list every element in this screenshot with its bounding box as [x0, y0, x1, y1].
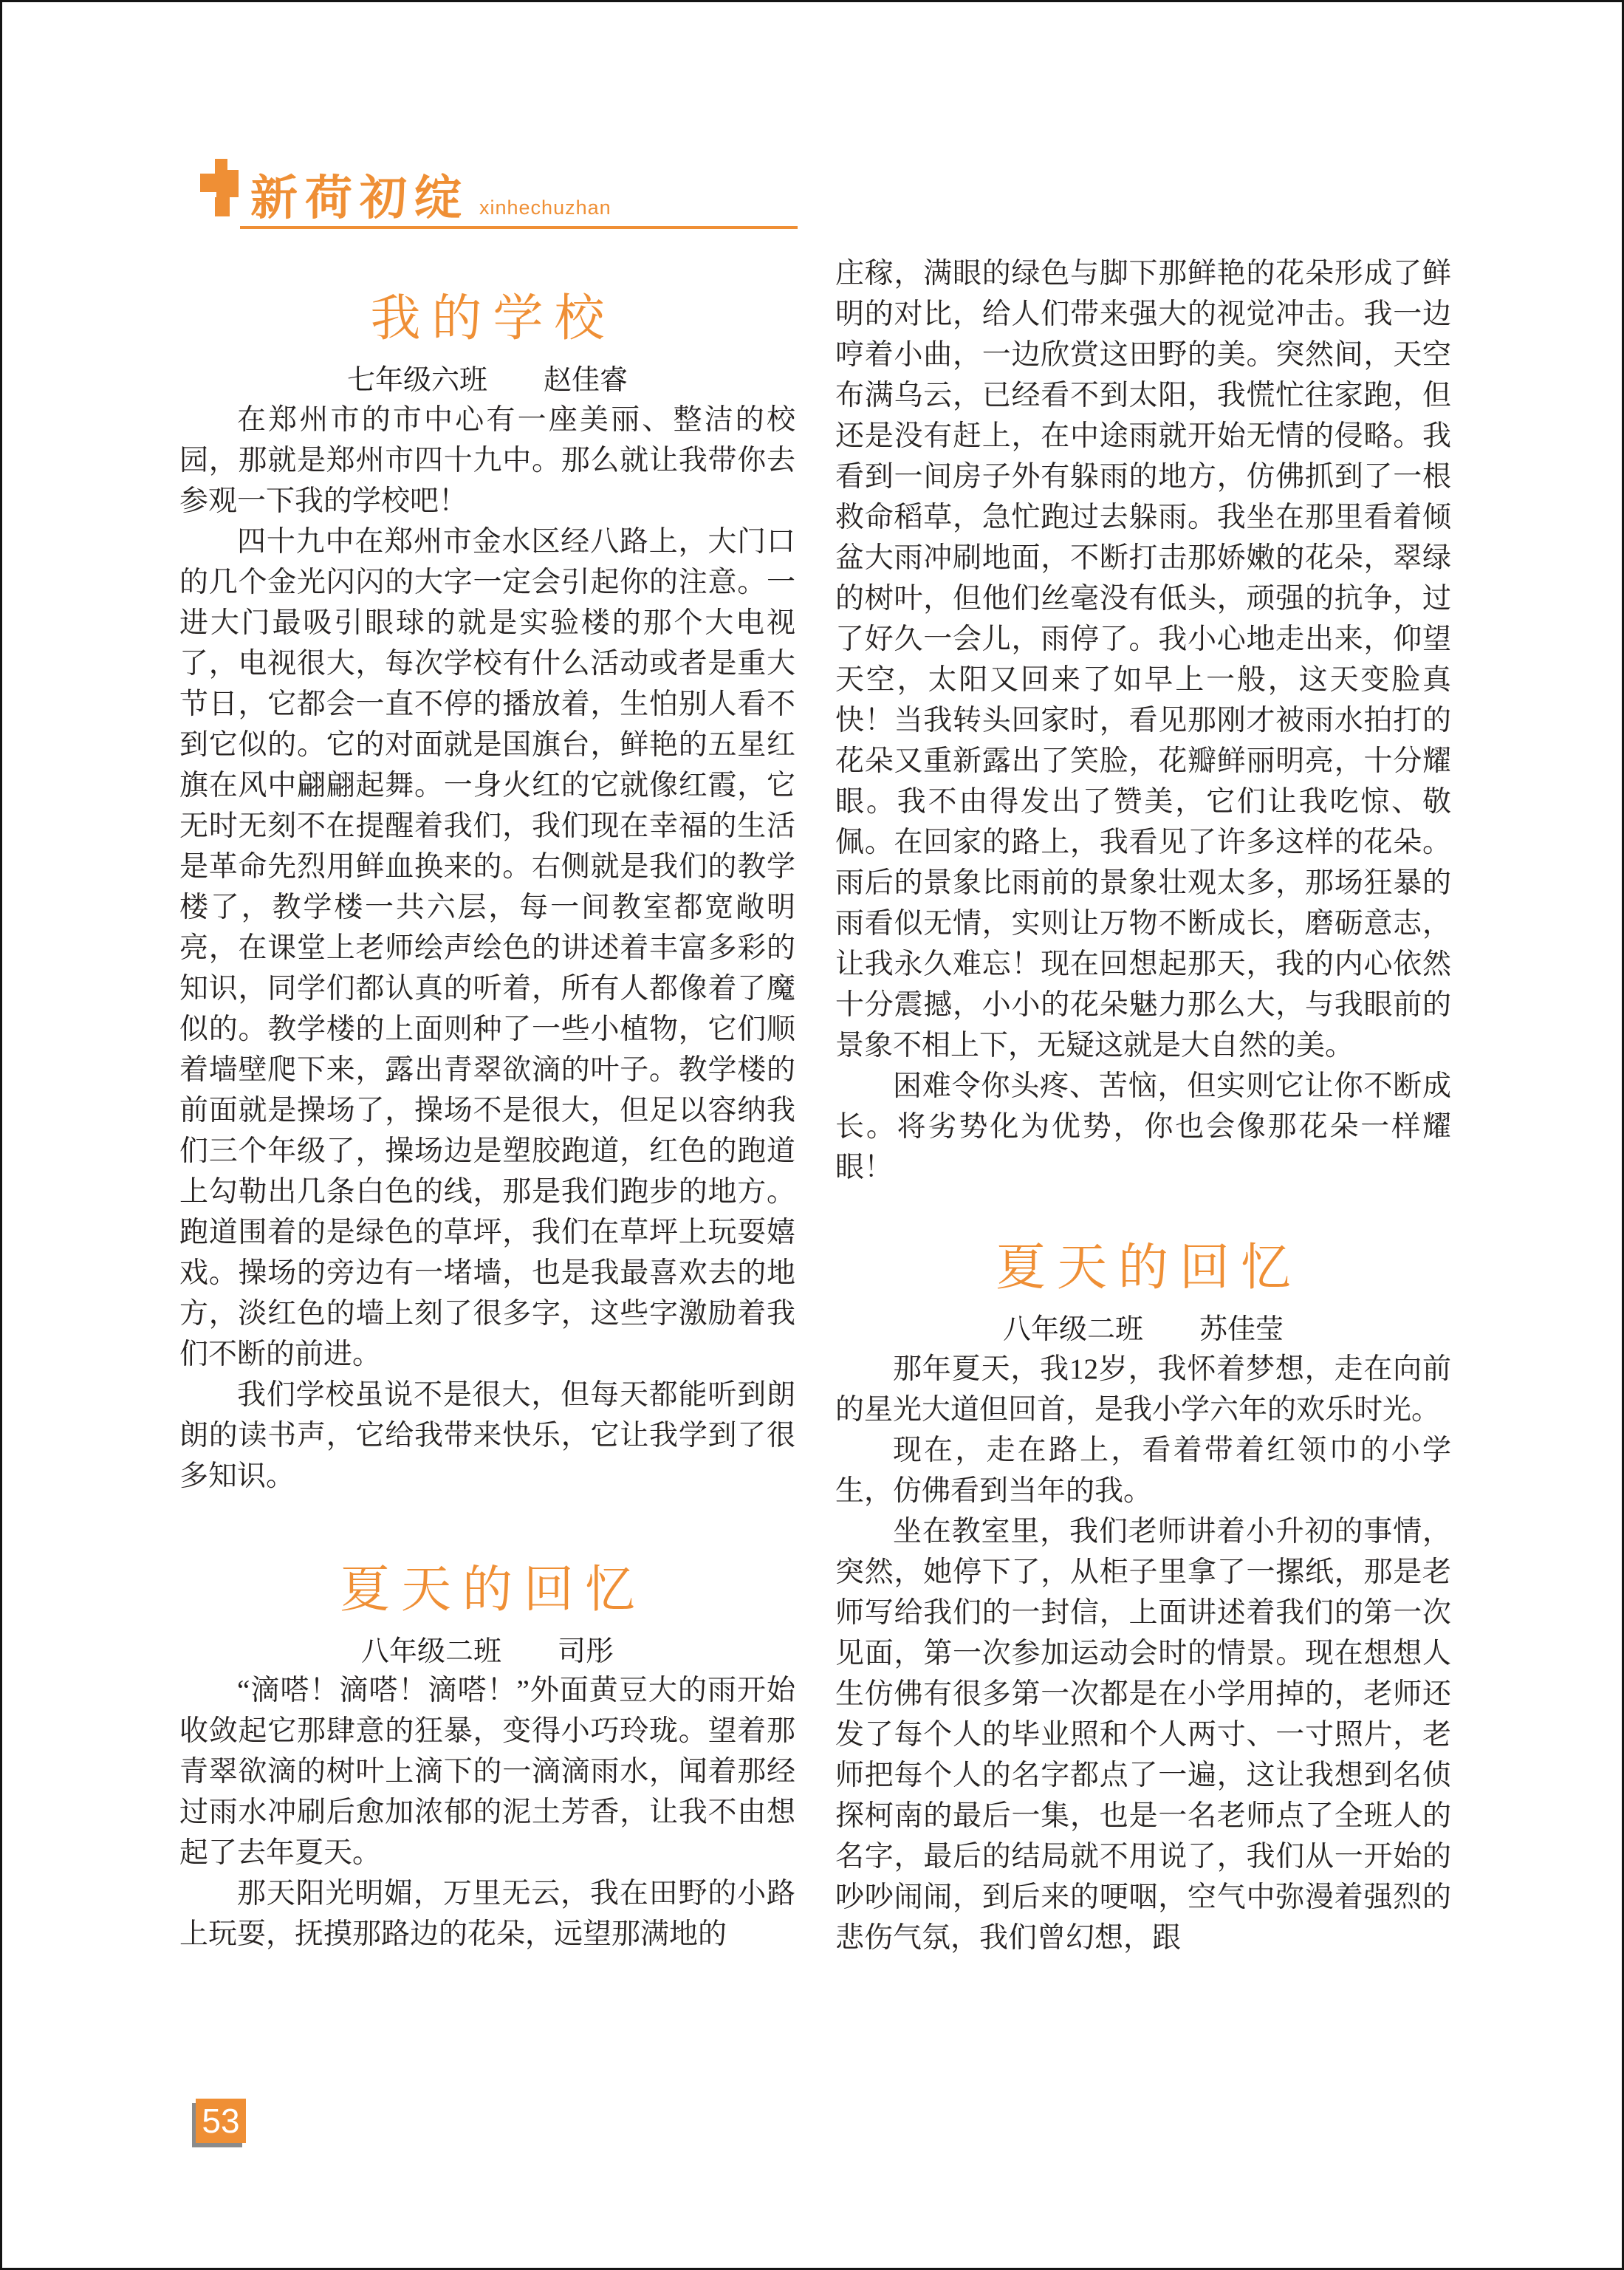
brand-title: 新荷初绽: [250, 171, 469, 225]
right-column: [835, 253, 1451, 1958]
article3-byline: 八年级二班 苏佳莹: [1002, 1314, 1284, 1346]
article2-paragraph: 那天阳光明媚，万里无云，我在田野的小路上玩耍，抚摸那路边的花朵，远望那满地的: [179, 1878, 795, 1951]
article1-paragraph: 四十九中在郑州市金水区经八路上，大门口的几个金光闪闪的大字一定会引起你的注意。一进大门最吸引眼球的就是实验楼的那个大电视了，电视很大，每次学校有什么活动或者是重大节日，它都会一直不停的播放着，生怕别人看不到它似的。它的对面就是国旗台，鲜艳的五星红旗在风中翩翩起舞。一身火红的它就像红霞，它无时无刻不在提醒着我们，我们现在幸福的生活是革命先烈用鲜血换来的。右侧就是我们的教学楼了，教学楼一共六层，每一间教室都宽敞明亮，在课堂上老师绘声绘色的讲述着丰富多彩的知识，同学们都认真的听着，所有人都像着了魔似的。教学楼的上面则种了一些小植物，它们顺着墙壁爬下来，露出青翠欲滴的叶子。教学楼的前面就是操场了，操场不是很大，但足以容纳我们三个年级了，操场边是塑胶跑道，红色的跑道上勾勒出几条白色的线，那是我们跑步的地方。跑道围着的是绿色的草坪，我们在草坪上玩耍嬉戏。操场的旁边有一堵墙，也是我最喜欢去的地方，淡红色的墙上刻了很多字，这些字激励着我们不断的前进。: [179, 525, 795, 1370]
page-header: [250, 160, 611, 228]
article2-byline: 八年级二班 司彤: [360, 1635, 614, 1667]
logo-square: [215, 197, 230, 216]
article3-paragraph: 那年夏天，我12岁，我怀着梦想，走在向前的星光大道但回首，是我小学六年的欢乐时光。: [835, 1353, 1451, 1426]
logo-square: [216, 170, 239, 197]
brand-subtitle: xinhechuzhan: [479, 196, 611, 219]
article2-title: 夏天的回忆: [340, 1561, 646, 1618]
article1-title: 我的学校: [370, 290, 616, 346]
left-column: [179, 290, 795, 1955]
article3-block: [835, 1240, 1451, 1958]
article2-block: [179, 1562, 795, 1955]
article3-title: 夏天的回忆: [996, 1240, 1302, 1296]
article2-paragraph: “滴嗒！滴嗒！滴嗒！”外面黄豆大的雨开始收敛起它那肆意的狂暴，变得小巧玲珑。望着那青翠欲滴的树叶上滴下的一滴滴雨水，闻着那经过雨水冲刷后愈加浓郁的泥土芳香，让我不由想起了去年夏天。: [179, 1675, 795, 1870]
brand-squares-icon: [200, 159, 240, 216]
header-underline: [240, 226, 798, 229]
continuation-paragraph: 困难令你头疼、苦恼，但实则它让你不断成长。将劣势化为优势，你也会像那花朵一样耀眼！: [835, 1070, 1451, 1183]
continuation-paragraph: 庄稼，满眼的绿色与脚下那鲜艳的花朵形成了鲜明的对比，给人们带来强大的视觉冲击。我一边哼着小曲，一边欣赏这田野的美。突然间，天空布满乌云，已经看不到太阳，我慌忙往家跑，但还是没有赶上，在中途雨就开始无情的侵略。我看到一间房子外有躲雨的地方，仿佛抓到了一根救命稻草，急忙跑过去躲雨。我坐在那里看着倾盆大雨冲刷地面，不断打击那娇嫩的花朵，翠绿的树叶，但他们丝毫没有低头，顽强的抗争，过了好久一会儿，雨停了。我小心地走出来，仰望天空，太阳又回来了如早上一般，这天变脸真快！当我转头回家时，看见那刚才被雨水拍打的花朵又重新露出了笑脸，花瓣鲜丽明亮，十分耀眼。我不由得发出了赞美，它们让我吃惊、敬佩。在回家的路上，我看见了许多这样的花朵。雨后的景象比雨前的景象壮观太多，那场狂暴的雨看似无情，实则让万物不断成长，磨砺意志，让我永久难忘！现在回想起那天，我的内心依然十分震撼，小小的花朵魅力那么大，与我眼前的景象不相上下，无疑这就是大自然的美。: [835, 258, 1451, 1062]
logo-square: [200, 174, 216, 192]
article3-paragraph: 现在，走在路上，看着带着红领巾的小学生，仿佛看到当年的我。: [835, 1434, 1451, 1507]
page-number-badge: 53: [196, 2099, 246, 2143]
article1-paragraph: 我们学校虽说不是很大，但每天都能听到朗朗的读书声，它给我带来快乐，它让我学到了很多知识。: [179, 1378, 795, 1492]
article1-paragraph: 在郑州市的市中心有一座美丽、整洁的校园，那就是郑州市四十九中。那么就让我带你去参观一下我的学校吧！: [179, 403, 795, 517]
article3-paragraph: 坐在教室里，我们老师讲着小升初的事情，突然，她停下了，从柜子里拿了一摞纸，那是老师写给我们的一封信，上面讲述着我们的第一次见面，第一次参加运动会时的情景。现在想想人生仿佛有很多第一次都是在小学用掉的，老师还发了每个人的毕业照和个人两寸、一寸照片，老师把每个人的名字都点了一遍，这让我想到名侦探柯南的最后一集，也是一名老师点了全班人的名字，最后的结局就不用说了，我们从一开始的吵吵闹闹，到后来的哽咽，空气中弥漫着强烈的悲伤气氛，我们曾幻想，跟: [835, 1515, 1451, 1954]
article1-byline: 七年级六班 赵佳睿: [346, 365, 628, 397]
